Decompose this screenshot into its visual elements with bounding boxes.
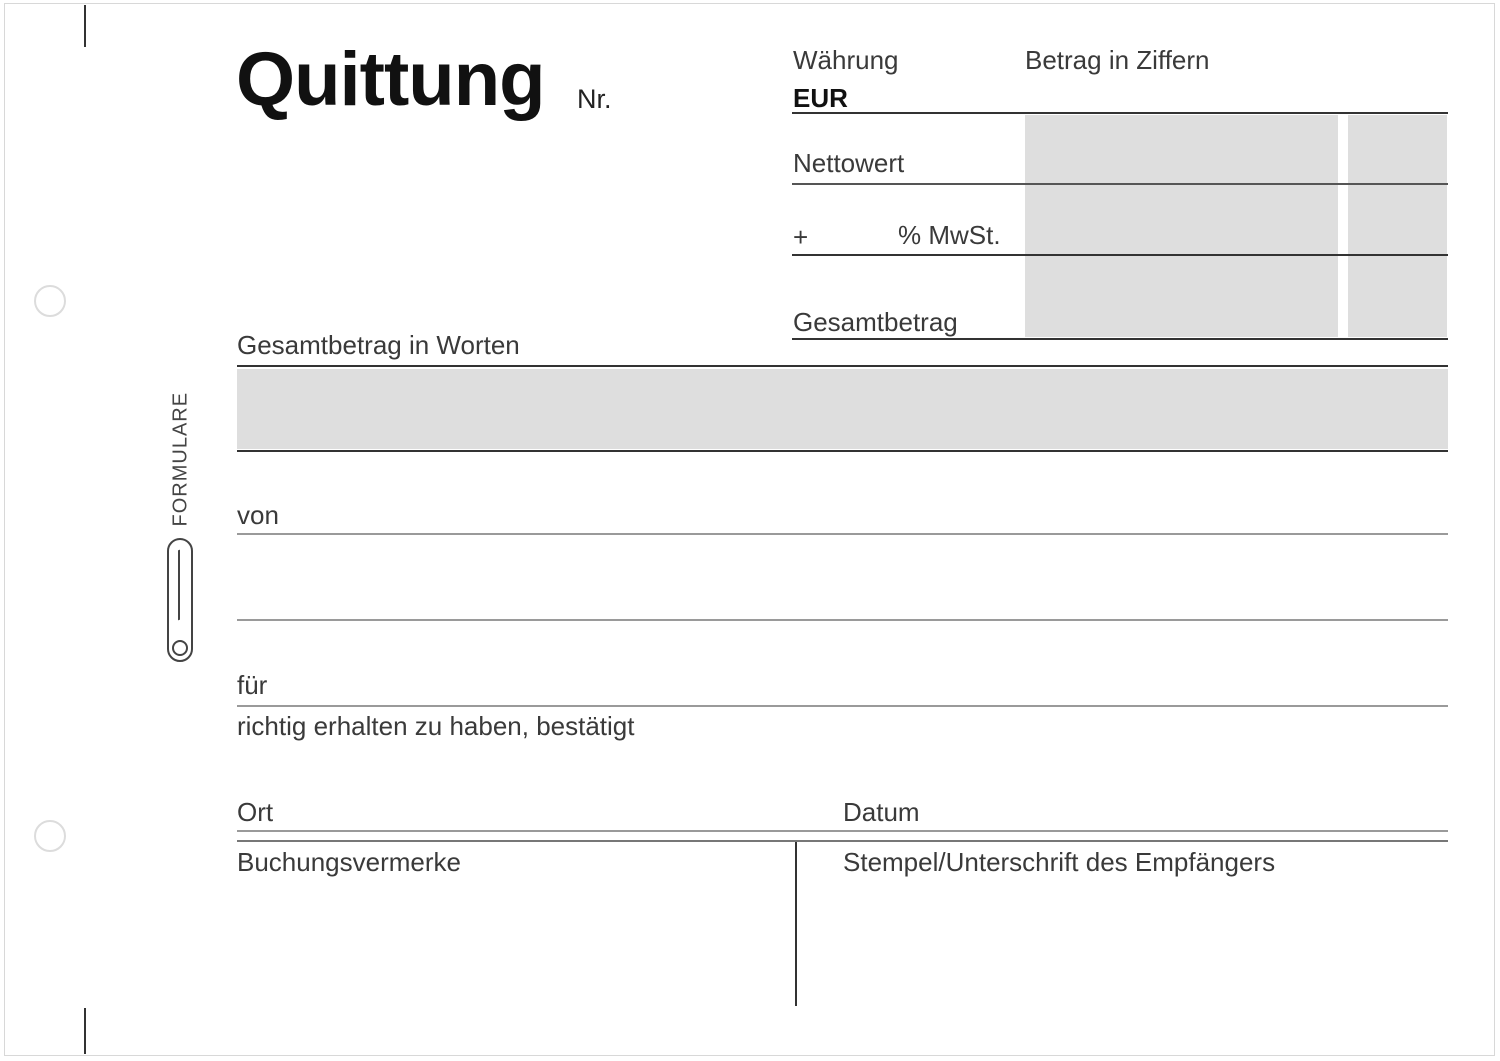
for-line[interactable] — [237, 705, 1448, 707]
date-label: Datum — [843, 797, 920, 827]
booking-stamp-divider — [795, 842, 797, 1006]
place-date-rule-2 — [237, 840, 1448, 842]
amount-euro-field[interactable] — [1025, 115, 1338, 337]
booking-label: Buchungsvermerke — [237, 847, 461, 877]
total-rule — [792, 338, 1448, 340]
for-label: für — [237, 670, 268, 700]
vat-rule — [792, 254, 1448, 256]
from-line-2[interactable] — [237, 619, 1448, 621]
net-label: Nettowert — [793, 148, 905, 178]
header-rule — [792, 112, 1448, 114]
total-label: Gesamtbetrag — [793, 307, 958, 337]
edge-tick-bottom — [84, 1008, 86, 1054]
currency-value: EUR — [793, 83, 848, 113]
confirm-text: richtig erhalten zu haben, bestätigt — [237, 711, 635, 741]
receipt-number-label: Nr. — [577, 84, 612, 114]
amount-digits-label: Betrag in Ziffern — [1025, 45, 1210, 75]
from-line-1[interactable] — [237, 533, 1448, 535]
vat-plus-sign: + — [793, 222, 809, 252]
place-date-rule-1[interactable] — [237, 830, 1448, 832]
page-title: Quittung — [236, 37, 545, 122]
words-bottom-rule — [237, 450, 1448, 452]
vat-label: % MwSt. — [898, 220, 1001, 250]
from-label: von — [237, 500, 279, 530]
side-formulare-text: FORMULARE — [169, 391, 192, 527]
currency-label: Währung — [793, 45, 899, 75]
side-branding — [160, 380, 200, 670]
words-label: Gesamtbetrag in Worten — [237, 330, 520, 360]
amount-cent-field[interactable] — [1348, 115, 1447, 337]
net-rule — [792, 183, 1448, 185]
punch-hole-top — [34, 285, 66, 317]
place-label: Ort — [237, 797, 274, 827]
words-top-rule — [237, 365, 1448, 367]
stamp-label: Stempel/Unterschrift des Empfängers — [843, 847, 1276, 877]
herlitz-logo-icon — [172, 640, 188, 656]
herlitz-logo — [167, 538, 193, 662]
edge-tick-top — [84, 5, 86, 47]
words-field[interactable] — [237, 369, 1448, 449]
punch-hole-bottom — [34, 820, 66, 852]
